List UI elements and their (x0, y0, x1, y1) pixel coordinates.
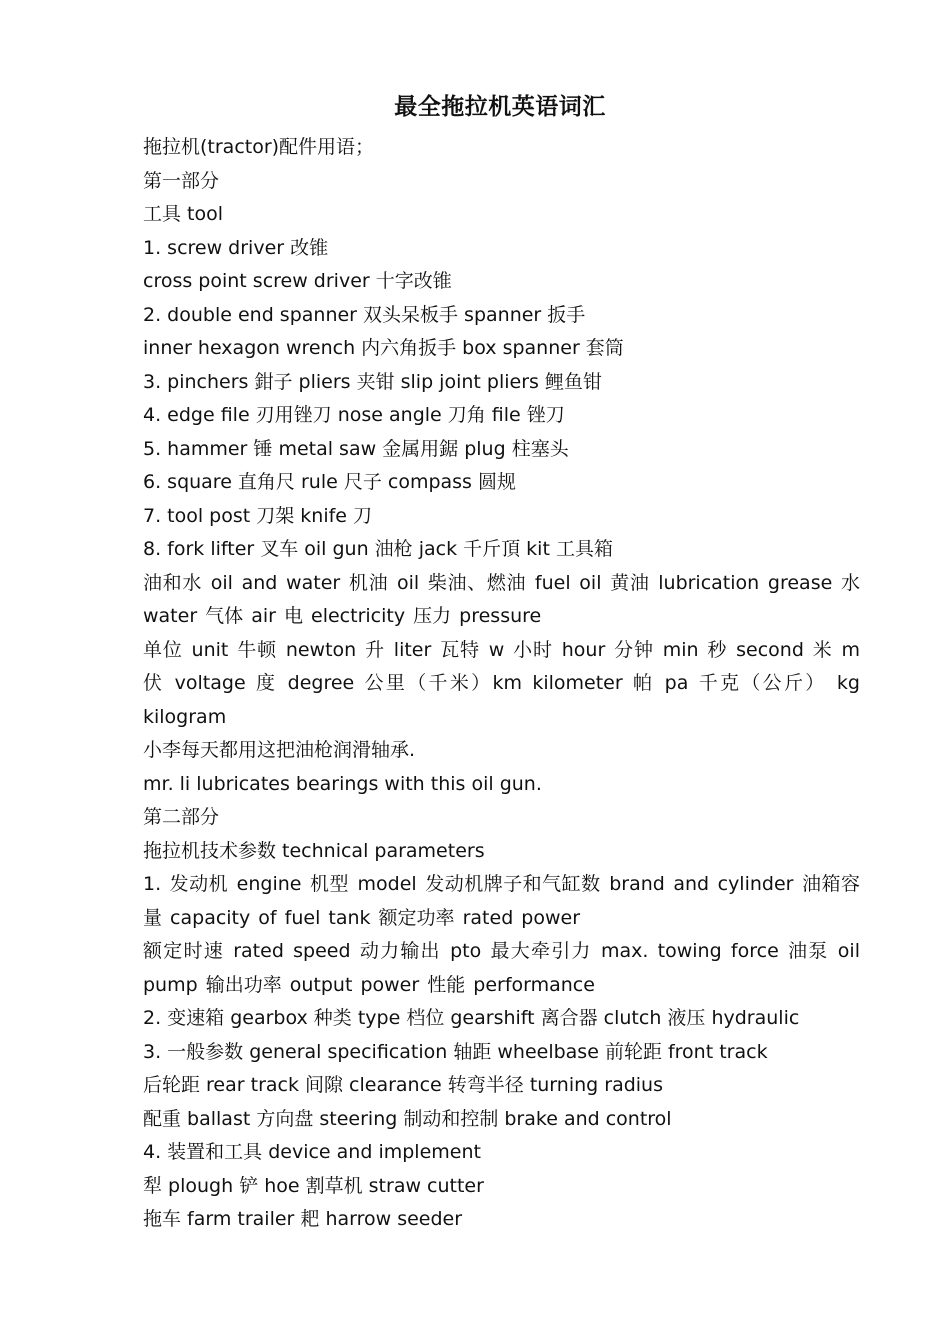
document-title: 最全拖拉机英语词汇 (394, 94, 606, 120)
text-line: 5. hammer 锤 metal saw 金属用鋸 plug 柱塞头 (143, 437, 569, 460)
text-line: 后轮距 rear track 间隙 clearance 转弯半径 turning radius (143, 1074, 663, 1096)
paragraph-fluids: 油和水 oil and water 机油 oil 柴油、燃油 fuel oil 黄油 lubrication grease 水 water 气体 air 电 electricity 压力 pressure (143, 571, 860, 627)
text-line: 3. pinchers 鉗子 pliers 夹钳 slip joint pliers 鲤鱼钳 (143, 370, 602, 393)
example-sentence-english: mr. li lubricates bearings with this oil gun. (143, 772, 542, 795)
text-line: 4. edge file 刃用锉刀 nose angle 刀角 file 锉刀 (143, 404, 565, 426)
text-line: 2. double end spanner 双头呆板手 spanner 扳手 (143, 303, 586, 326)
text-line: 1. screw driver 改锥 (143, 236, 329, 259)
text-line: 8. fork lifter 叉车 oil gun 油枪 jack 千斤頂 kit 工具箱 (143, 538, 613, 560)
text-line: 拖车 farm trailer 耙 harrow seeder (143, 1208, 463, 1230)
text-line: 犁 plough 铲 hoe 割草机 straw cutter (143, 1174, 484, 1197)
text-line: 工具 tool (143, 203, 224, 225)
section-heading-part-1: 第一部分 (143, 169, 220, 192)
section-heading-part-2: 第二部分 (143, 806, 220, 828)
text-line: 2. 变速箱 gearbox 种类 type 档位 gearshift 离合器 clutch 液压 hydraulic (143, 1007, 800, 1029)
text-line: 6. square 直角尺 rule 尺子 compass 圆规 (143, 471, 516, 493)
paragraph-engine: 1. 发动机 engine 机型 model 发动机牌子和气缸数 brand and cylinder 油箱容量 capacity of fuel tank 额定功率 rated power (143, 873, 860, 929)
text-line: 拖拉机(tractor)配件用语； (143, 136, 375, 158)
example-sentence-chinese: 小李每天都用这把油枪润滑轴承. (143, 739, 416, 761)
text-line: inner hexagon wrench 内六角扳手 box spanner 套筒 (143, 337, 624, 359)
text-line: 4. 装置和工具 device and implement (143, 1141, 481, 1163)
document-body (143, 131, 860, 1237)
text-line: 配重 ballast 方向盘 steering 制动和控制 brake and control (143, 1107, 672, 1130)
text-line: 7. tool post 刀架 knife 刀 (143, 504, 373, 527)
text-line: 拖拉机技术参数 technical parameters (143, 839, 485, 862)
text-line: 3. 一般参数 general specification 轴距 wheelbase 前轮距 front track (143, 1040, 768, 1063)
paragraph-speed: 额定时速 rated speed 动力输出 pto 最大牵引力 max. towing force 油泵 oil pump 输出功率 output power 性能 performance (143, 940, 860, 996)
paragraph-units: 单位 unit 牛顿 newton 升 liter 瓦特 w 小时 hour 分钟 min 秒 second 米 m 伏 voltage 度 degree 公里（千米）km kilometer 帕 pa 千克（公斤） kg kilogram (143, 638, 860, 728)
text-line: cross point screw driver 十字改锥 (143, 270, 452, 292)
